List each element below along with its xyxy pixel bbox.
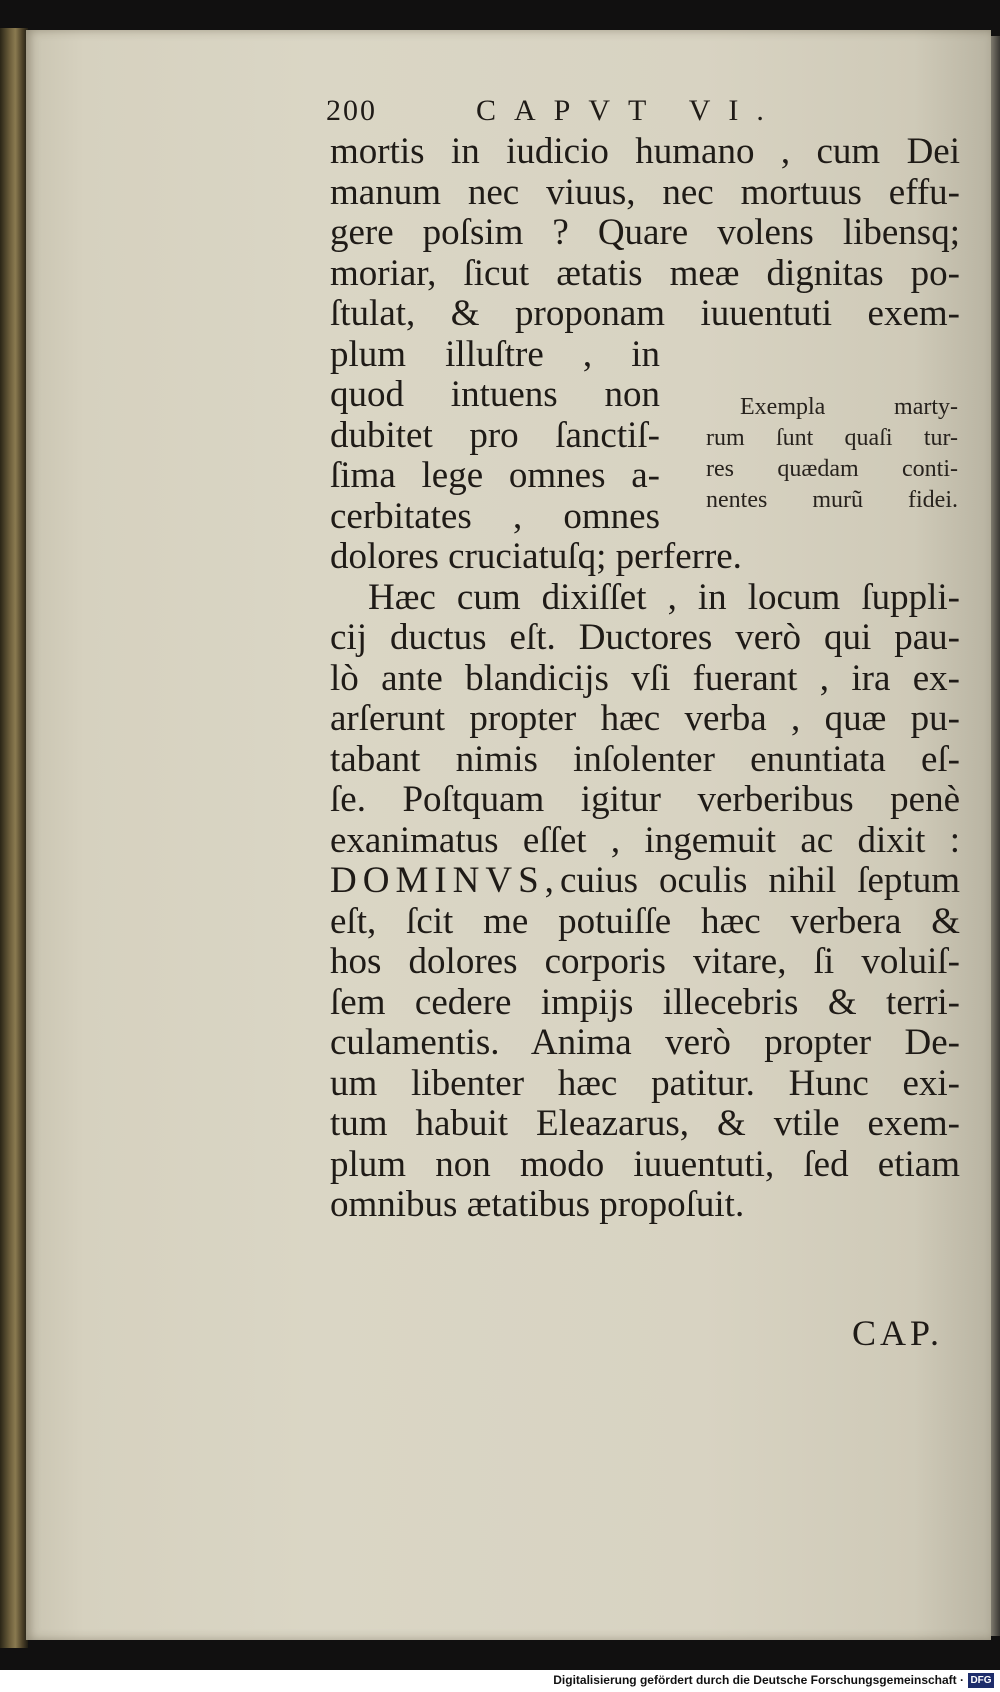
text-line: tabant nimis inſolenter enuntiata eſ- [330, 739, 960, 780]
text-line: mortis in iudicio humano , cum Dei [330, 132, 960, 172]
text-line: um libenter hæc patitur. Hunc exi- [330, 1063, 960, 1104]
digitization-footer [0, 1670, 1000, 1692]
text-line: quod intuens non [330, 375, 660, 415]
book-spine [0, 28, 28, 1648]
text-line: dolores cruciatuſq; perferre. [330, 537, 742, 577]
text-line: ſima lege omnes a- [330, 456, 660, 496]
text-line: culamentis. Anima verò propter De- [330, 1023, 960, 1063]
text-line: eſt, ſcit me potuiſſe hæc verbera & [330, 901, 960, 942]
catchword: CAP. [852, 1313, 944, 1353]
marginal-note [706, 392, 958, 516]
footer-credit: Digitalisierung gefördert durch die Deutsche Forschungsgemeinschaft · [553, 1673, 964, 1687]
running-head [326, 92, 846, 130]
text-line: hos dolores corporis vitare, ſi voluiſ- [330, 942, 960, 982]
text-line: ſtulat, & proponam iuuentuti exem- [330, 294, 960, 334]
text-line: plum illuſtre , in [330, 334, 660, 375]
marginal-line: Exempla marty- [740, 394, 958, 420]
text-line: omnibus ætatibus propoſuit. [330, 1185, 745, 1225]
marginal-line: res quædam conti- [706, 456, 958, 482]
text-line: cij ductus eſt. Ductores verò qui pau- [330, 618, 960, 658]
marginal-line: rum ſunt quaſi tur- [706, 425, 958, 451]
text-line: arſerunt propter hæc verba , quæ pu- [330, 699, 960, 739]
marginal-line: nentes murũ fidei. [706, 487, 958, 513]
paragraph-start: Hæc cum dixiſſet , in locum ſuppli- [368, 577, 960, 618]
chapter-title: CAPVT VI. [476, 94, 782, 127]
text-line: moriar, ſicut ætatis meæ dignitas po- [330, 253, 960, 294]
text-line: plum non modo iuuentuti, ſed etiam [330, 1144, 960, 1185]
text-line-dominus [330, 861, 960, 902]
text-line: ſem cedere impijs illecebris & terri- [330, 982, 960, 1023]
text-line: exanimatus eſſet , ingemuit ac dixit : [330, 820, 960, 861]
main-text [330, 132, 960, 1226]
text-line: tum habuit Eleazarus, & vtile exem- [330, 1104, 960, 1144]
text-line: gere poſsim ? Quare volens libensq; [330, 213, 960, 253]
text-line: dubitet pro ſanctiſ- [330, 415, 660, 456]
text-line: cerbitates , omnes [330, 496, 660, 537]
text-line: manum nec viuus, nec mortuus effu- [330, 172, 960, 213]
dominus-word: DOMINVS, [330, 861, 560, 901]
text-line: ſe. Poſtquam igitur verberibus penè [330, 780, 960, 820]
dfg-logo: DFG [968, 1673, 994, 1688]
text-line: lò ante blandicijs vſi fuerant , ira ex- [330, 658, 960, 699]
text-line-rest: cuius oculis nihil ſeptum [559, 861, 960, 901]
page-number: 200 [326, 94, 377, 127]
page-edge [991, 36, 1000, 1636]
